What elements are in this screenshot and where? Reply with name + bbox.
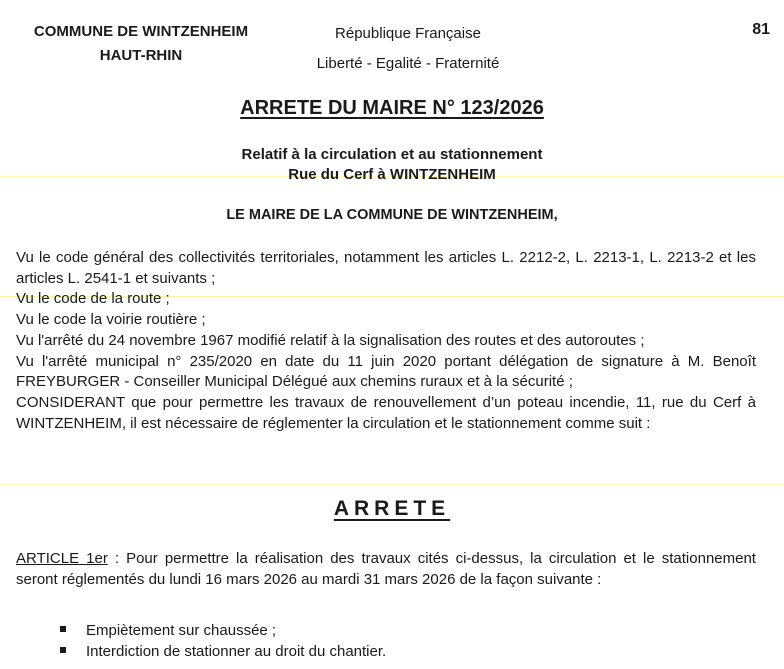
bullet-square-icon <box>60 647 66 653</box>
commune-header <box>26 20 256 68</box>
arrete-heading <box>0 497 784 521</box>
republic-motto: Liberté - Egalité - Fraternité <box>316 55 500 72</box>
consideration-item: Vu le code de la route ; <box>16 290 170 308</box>
arrete-heading-text: ARRETE <box>333 497 451 520</box>
subtitle-line-2: Rue du Cerf à WINTZENHEIM <box>288 166 496 183</box>
page-number: 81 <box>752 21 770 38</box>
consideration-item: Vu l'arrêté municipal n° 235/2020 en date du 11 juin 2020 portant délégation de signature à M. Benoît FREYBURGER - Conseiller Municipal Délégué aux chemins ruraux et à la sécurité ; <box>16 352 756 391</box>
consideration-item: CONSIDERANT que pour permettre les travaux de renouvellement d’un poteau incendie, 11, rue du Cerf à WINTZENHEIM, il est nécessaire de réglementer la circulation et le stationnement comme suit : <box>16 393 756 432</box>
consideration-item: Vu le code général des collectivités territoriales, notamment les articles L. 2212-2, L. 2213-1, L. 2213-2 et les articles L. 2541-1 et suivants ; <box>16 249 756 287</box>
decree-subtitle <box>0 145 784 185</box>
consideration-item: Vu l'arrêté du 24 novembre 1967 modifié relatif à la signalisation des routes et des autoroutes ; <box>16 331 645 349</box>
republic-header <box>298 19 518 79</box>
department-name: HAUT-RHIN <box>99 47 183 64</box>
list-item <box>60 641 386 662</box>
decree-title-text: ARRETE DU MAIRE N° 123/2026 <box>240 97 544 119</box>
bullet-text: Empiètement sur chaussée ; <box>86 622 277 639</box>
article-1-label: ARTICLE 1er <box>16 550 108 567</box>
scan-artifact-line <box>0 484 784 485</box>
article-1-text: : Pour permettre la réalisation des travaux cités ci-dessus, la circulation et le stationnement seront réglementés du lundi 16 mars 2026 au mardi 31 mars 2026 de la façon suivante : <box>16 550 756 588</box>
list-item <box>60 620 386 641</box>
decree-title <box>0 97 784 120</box>
republic-name: République Française <box>335 25 481 42</box>
commune-name: COMMUNE DE WINTZENHEIM <box>33 23 249 40</box>
considerations-list <box>16 248 756 434</box>
bullet-text: Interdiction de stationner au droit du chantier. <box>86 643 387 660</box>
subtitle-line-1: Relatif à la circulation et au stationnement <box>241 146 543 163</box>
article-1 <box>16 549 756 590</box>
bullet-square-icon <box>60 626 66 632</box>
maire-heading: LE MAIRE DE LA COMMUNE DE WINTZENHEIM, <box>226 207 558 223</box>
consideration-item: Vu le code la voirie routière ; <box>16 311 206 329</box>
article-1-bullets <box>60 620 386 662</box>
